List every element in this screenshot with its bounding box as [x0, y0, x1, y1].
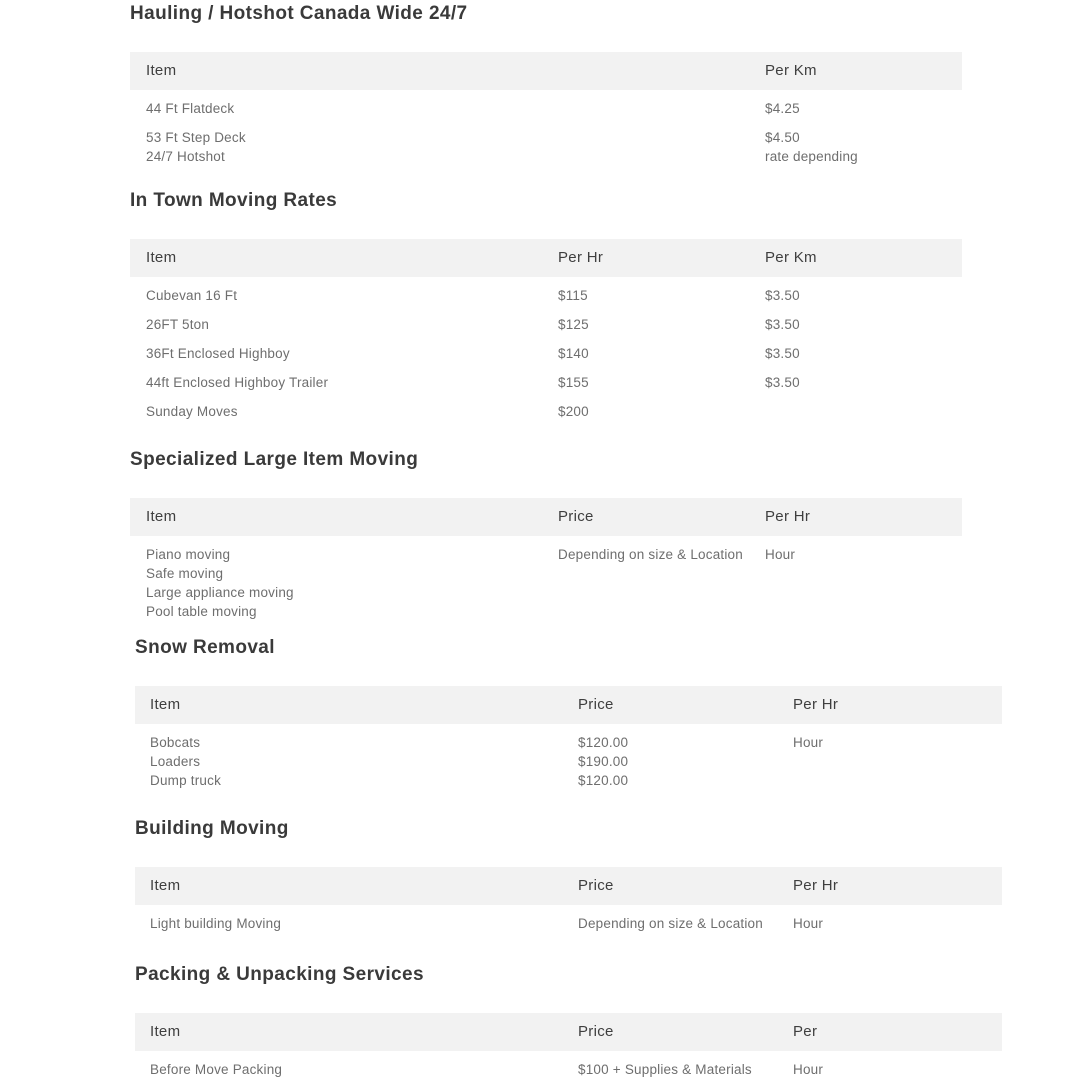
table-header-row	[130, 239, 962, 277]
table-row	[130, 397, 962, 426]
table-row	[130, 540, 962, 626]
table-row	[135, 909, 1002, 938]
item-cell	[135, 914, 578, 933]
table-header-row	[135, 867, 1002, 905]
item-cell	[130, 99, 765, 118]
column-header: Item	[146, 248, 177, 266]
cell-line: $120.00	[578, 735, 629, 750]
cell-line: $140	[558, 346, 589, 361]
cell-line: $155	[558, 375, 589, 390]
value-cell	[558, 545, 765, 564]
value-cell	[765, 344, 962, 363]
cell-line: Hour	[793, 735, 824, 750]
column-header: Per Hr	[765, 507, 811, 525]
cell-line: 26FT 5ton	[146, 317, 210, 332]
table-body	[130, 536, 962, 634]
column-header: Per Hr	[558, 248, 604, 266]
cell-line: Sunday Moves	[146, 404, 238, 419]
cell-line: $3.50	[765, 375, 800, 390]
table-row	[130, 339, 962, 368]
column-header: Price	[578, 1022, 614, 1040]
cell-line: Loaders	[150, 754, 201, 769]
cell-line: Piano moving	[146, 547, 231, 562]
value-cell	[765, 373, 962, 392]
column-header: Per	[793, 1022, 818, 1040]
column-header: Item	[146, 61, 177, 79]
item-cell	[130, 402, 558, 421]
pricing-section	[130, 189, 962, 434]
column-header: Item	[150, 695, 181, 713]
cell-line: Safe moving	[146, 566, 224, 581]
pricing-table	[130, 52, 962, 179]
cell-line: Hour	[765, 547, 796, 562]
cell-line: Before Move Packing	[150, 1062, 283, 1077]
item-cell	[130, 315, 558, 334]
value-cell	[578, 1060, 793, 1079]
pricing-section	[135, 963, 1002, 1080]
table-body	[130, 90, 962, 179]
table-header-row	[135, 1013, 1002, 1051]
table-header-row	[130, 498, 962, 536]
value-cell	[765, 286, 962, 305]
table-row	[135, 1055, 1002, 1080]
column-header: Item	[150, 876, 181, 894]
pricing-section	[135, 817, 1002, 946]
item-cell	[135, 1060, 578, 1079]
pricing-section	[130, 2, 962, 179]
table-row	[130, 368, 962, 397]
table-body	[135, 1051, 1002, 1080]
pricing-section	[130, 448, 962, 634]
column-header: Per Hr	[793, 695, 839, 713]
value-cell	[765, 99, 962, 118]
cell-line: 44ft Enclosed Highboy Trailer	[146, 375, 329, 390]
cell-line: 53 Ft Step Deck	[146, 130, 246, 145]
column-header: Item	[150, 1022, 181, 1040]
cell-line: Light building Moving	[150, 916, 282, 931]
item-cell	[130, 128, 765, 166]
section-title: Packing & Unpacking Services	[135, 964, 424, 985]
cell-line: Bobcats	[150, 735, 201, 750]
column-header: Price	[578, 695, 614, 713]
cell-line: rate depending	[765, 149, 858, 164]
column-header: Item	[146, 507, 177, 525]
value-cell	[765, 128, 962, 166]
cell-line: $100 + Supplies & Materials	[578, 1062, 752, 1077]
cell-line: 36Ft Enclosed Highboy	[146, 346, 290, 361]
column-header: Per Km	[765, 248, 817, 266]
item-cell	[130, 373, 558, 392]
cell-line: Pool table moving	[146, 604, 257, 619]
cell-line: Hour	[793, 916, 824, 931]
cell-line: $200	[558, 404, 589, 419]
value-cell	[578, 914, 793, 933]
item-cell	[135, 733, 578, 790]
item-cell	[130, 344, 558, 363]
cell-line: $4.25	[765, 101, 800, 116]
pricing-table	[130, 239, 962, 434]
value-cell	[558, 402, 765, 421]
table-row	[130, 123, 962, 171]
pricing-table	[135, 867, 1002, 946]
value-cell	[558, 344, 765, 363]
cell-line: Cubevan 16 Ft	[146, 288, 238, 303]
column-header: Price	[578, 876, 614, 894]
cell-line: $120.00	[578, 773, 629, 788]
cell-line: $3.50	[765, 288, 800, 303]
section-title: Building Moving	[135, 818, 289, 839]
section-title: Specialized Large Item Moving	[130, 449, 419, 470]
table-body	[135, 905, 1002, 946]
section-title: Snow Removal	[135, 637, 275, 658]
table-header-row	[135, 686, 1002, 724]
section-title: Hauling / Hotshot Canada Wide 24/7	[130, 3, 468, 24]
pricing-table	[135, 1013, 1002, 1080]
cell-line: $190.00	[578, 754, 629, 769]
cell-line: $4.50	[765, 130, 800, 145]
cell-line: $3.50	[765, 346, 800, 361]
cell-line: $115	[558, 288, 588, 303]
table-body	[135, 724, 1002, 803]
cell-line: 24/7 Hotshot	[146, 149, 225, 164]
item-cell	[130, 545, 558, 621]
value-cell	[793, 914, 1002, 933]
pricing-table	[130, 498, 962, 634]
cell-line: Large appliance moving	[146, 585, 294, 600]
cell-line: Hour	[793, 1062, 824, 1077]
cell-line: $125	[558, 317, 589, 332]
column-header: Per Km	[765, 61, 817, 79]
pricing-table	[135, 686, 1002, 803]
cell-line: Dump truck	[150, 773, 222, 788]
value-cell	[765, 545, 962, 564]
value-cell	[558, 373, 765, 392]
value-cell	[558, 286, 765, 305]
table-row	[130, 94, 962, 123]
cell-line: 44 Ft Flatdeck	[146, 101, 235, 116]
pricing-section	[135, 636, 1002, 803]
table-row	[130, 281, 962, 310]
value-cell	[578, 733, 793, 790]
table-row	[130, 310, 962, 339]
table-row	[135, 728, 1002, 795]
cell-line: $3.50	[765, 317, 800, 332]
value-cell	[765, 315, 962, 334]
cell-line: Depending on size & Location	[578, 916, 763, 931]
value-cell	[793, 733, 1002, 752]
column-header: Per Hr	[793, 876, 839, 894]
value-cell	[558, 315, 765, 334]
section-title: In Town Moving Rates	[130, 190, 338, 211]
column-header: Price	[558, 507, 594, 525]
table-body	[130, 277, 962, 434]
cell-line: Depending on size & Location	[558, 547, 743, 562]
value-cell	[793, 1060, 1002, 1079]
value-cell	[765, 402, 962, 421]
item-cell	[130, 286, 558, 305]
table-header-row	[130, 52, 962, 90]
